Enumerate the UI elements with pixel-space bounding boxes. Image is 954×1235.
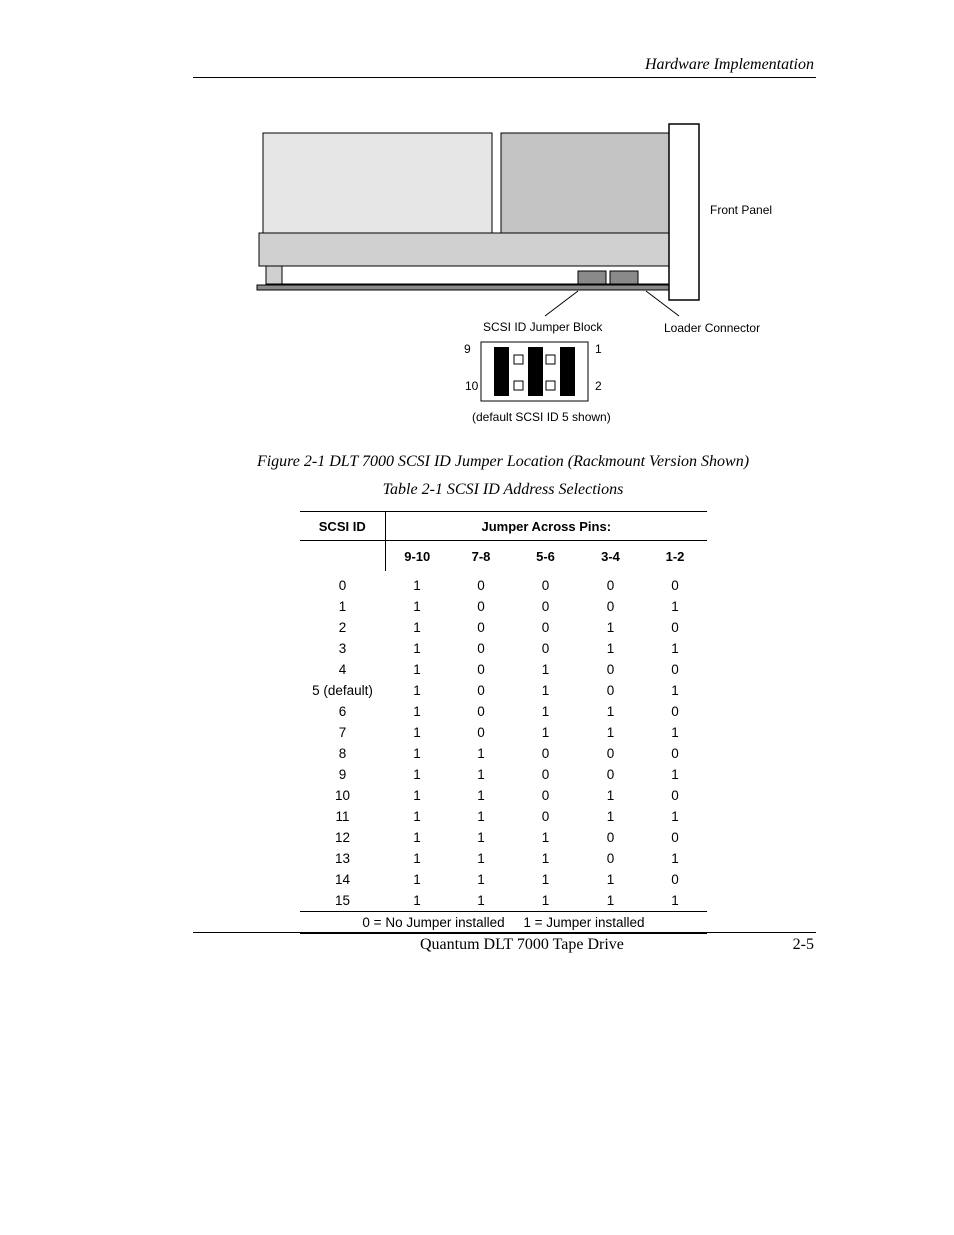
circuit-board (257, 285, 669, 290)
default-note: (default SCSI ID 5 shown) (472, 410, 611, 424)
table-row (300, 617, 707, 638)
jumper-cell: 0 (671, 704, 679, 719)
jumper-cell: 1 (671, 683, 679, 698)
pin-10-label: 10 (465, 379, 479, 393)
jumper-cell: 1 (477, 746, 485, 761)
scsi-id-cell: 2 (338, 620, 347, 635)
jumper-cell: 1 (413, 767, 421, 782)
jumper-cell: 0 (606, 578, 615, 593)
table-row (300, 659, 707, 680)
pin-1-label: 1 (595, 342, 602, 356)
table-row (300, 827, 707, 848)
table-row (300, 575, 707, 596)
table-row (300, 743, 707, 764)
table-legend: 0 = No Jumper installed 1 = Jumper installed (300, 912, 707, 934)
jumper-cell: 1 (413, 641, 421, 656)
jumper-cell: 1 (606, 725, 615, 740)
table-row (300, 638, 707, 659)
jumper-cell: 1 (606, 788, 615, 803)
jumper-cell: 0 (541, 599, 550, 614)
jumper-cell: 1 (541, 683, 550, 698)
scsi-id-cell: 13 (334, 851, 351, 866)
jumper-cell: 0 (477, 599, 485, 614)
jumper-cell: 1 (671, 851, 679, 866)
jumper-cell: 1 (413, 851, 421, 866)
jumper-cell: 1 (413, 578, 421, 593)
jumper-cell: 0 (477, 662, 485, 677)
jumper-cell: 1 (606, 641, 615, 656)
pin-header: 3-4 (601, 548, 620, 564)
jumper-cell: 1 (541, 830, 550, 845)
pin-2-label: 2 (595, 379, 602, 393)
jumper-cell: 1 (477, 767, 485, 782)
jumper-cell: 0 (477, 704, 485, 719)
jumper-cell: 0 (477, 620, 485, 635)
jumper-cell: 1 (413, 725, 421, 740)
jumper-9-10 (494, 347, 509, 396)
jumper-location-diagram (0, 0, 954, 440)
jumper-cell: 0 (606, 830, 615, 845)
jumper-cell: 0 (541, 746, 550, 761)
jumper-cell: 1 (413, 830, 421, 845)
table-row (300, 785, 707, 806)
jumper-cell: 0 (606, 599, 615, 614)
jumper-cell: 1 (413, 620, 421, 635)
pin-9-label: 9 (464, 342, 471, 356)
loader-connector (610, 271, 638, 284)
jumper-cell: 0 (671, 830, 679, 845)
jumper-cell: 0 (541, 578, 550, 593)
footer-rule (193, 932, 816, 933)
jumper-cell: 1 (413, 872, 421, 887)
jumper-cell: 1 (606, 620, 615, 635)
drive-module-left (263, 133, 492, 234)
scsi-id-header: SCSI ID (318, 518, 366, 534)
jumper-block-label: SCSI ID Jumper Block (483, 320, 603, 334)
scsi-id-table (300, 511, 707, 934)
jumper-cell: 1 (671, 599, 679, 614)
jumper-cell: 1 (413, 599, 421, 614)
table-legend-row (300, 912, 707, 934)
running-header: Hardware Implementation (644, 56, 814, 73)
jumper-cell: 0 (541, 620, 550, 635)
scsi-id-cell: 0 (338, 578, 347, 593)
drive-module-right (501, 133, 669, 234)
scsi-id-cell: 8 (338, 746, 347, 761)
table-row (300, 869, 707, 890)
table-row (300, 764, 707, 785)
jumper-cell: 1 (413, 893, 421, 908)
jumper-cell: 0 (606, 683, 615, 698)
jumper-cell: 1 (606, 893, 615, 908)
pin-header: 1-2 (665, 548, 685, 564)
jumper-cell: 0 (541, 767, 550, 782)
pin-header-row (300, 541, 707, 571)
jumper-cell: 1 (541, 662, 550, 677)
table-row (300, 701, 707, 722)
jumper-cell: 1 (606, 809, 615, 824)
jumper-cell: 0 (541, 641, 550, 656)
scsi-id-cell: 14 (334, 872, 351, 887)
table-row (300, 848, 707, 869)
jumper-cell: 1 (477, 788, 485, 803)
jumper-cell: 0 (671, 578, 679, 593)
jumper-cell: 0 (477, 683, 485, 698)
jumper-cell: 1 (606, 704, 615, 719)
jumper-cell: 0 (541, 788, 550, 803)
scsi-id-cell: 11 (335, 809, 350, 824)
scsi-id-cell: 1 (338, 599, 347, 614)
jumper-cell: 0 (477, 725, 485, 740)
jumper-cell: 1 (671, 809, 679, 824)
table-header-row (300, 512, 707, 541)
jumper-cell: 1 (541, 893, 550, 908)
pin-8 (514, 381, 523, 390)
jumper-cell: 1 (413, 809, 421, 824)
jumper-cell: 0 (606, 662, 615, 677)
jumper-cell: 1 (477, 893, 485, 908)
jumper-cell: 0 (606, 767, 615, 782)
scsi-id-cell: 15 (334, 893, 351, 908)
page-number: 2-5 (792, 936, 814, 953)
jumper-cell: 1 (541, 704, 550, 719)
jumper-cell: 0 (541, 809, 550, 824)
jumper-cell: 1 (413, 788, 421, 803)
pin-header: 9-10 (385, 541, 449, 571)
standoff (266, 266, 282, 284)
table-row (300, 722, 707, 743)
jumper-block-connector (578, 271, 606, 284)
table-caption: Table 2-1 SCSI ID Address Selections (382, 481, 624, 498)
jumper-cell: 1 (413, 683, 421, 698)
pin-header: 7-8 (471, 548, 491, 564)
scsi-id-cell: 3 (338, 641, 347, 656)
jumper-header: Jumper Across Pins: (385, 512, 707, 541)
scsi-id-cell: 12 (334, 830, 351, 845)
jumper-1-2 (560, 347, 575, 396)
jumper-cell: 0 (671, 788, 679, 803)
jumper-cell: 1 (413, 662, 421, 677)
scsi-id-cell: 4 (338, 662, 347, 677)
pin-4 (546, 381, 555, 390)
jumper-cell: 1 (671, 641, 679, 656)
jumper-cell: 1 (671, 725, 679, 740)
jumper-cell: 1 (477, 809, 485, 824)
front-panel-label: Front Panel (710, 203, 773, 217)
jumper-cell: 0 (477, 578, 485, 593)
jumper-cell: 1 (413, 746, 421, 761)
scsi-id-cell: 10 (334, 788, 351, 803)
jumper-cell: 1 (541, 725, 550, 740)
pin-header: 5-6 (536, 548, 555, 564)
jumper-cell: 1 (606, 872, 615, 887)
jumper-cell: 1 (413, 704, 421, 719)
scsi-id-cell: 5 (default) (312, 683, 373, 698)
jumper-cell: 1 (477, 872, 485, 887)
scsi-id-cell: 9 (338, 767, 347, 782)
jumper-cell: 1 (671, 893, 679, 908)
pin-7 (514, 355, 523, 364)
jumper-5-6 (528, 347, 543, 396)
footer-title: Quantum DLT 7000 Tape Drive (420, 936, 624, 953)
table-row (300, 596, 707, 617)
jumper-cell: 0 (606, 851, 615, 866)
jumper-cell: 0 (671, 620, 679, 635)
jumper-cell: 0 (671, 872, 679, 887)
scsi-id-cell: 7 (338, 725, 347, 740)
jumper-cell: 1 (671, 767, 679, 782)
jumper-cell: 1 (477, 851, 485, 866)
chassis-bar (259, 233, 669, 266)
figure-caption: Figure 2-1 DLT 7000 SCSI ID Jumper Location (Rackmount Version Shown) (256, 453, 750, 470)
jumper-cell: 1 (541, 851, 550, 866)
table-row (300, 806, 707, 827)
pin-3 (546, 355, 555, 364)
jumper-cell: 0 (671, 746, 679, 761)
jumper-cell: 0 (606, 746, 615, 761)
jumper-cell: 0 (477, 641, 485, 656)
table-row (300, 680, 707, 701)
table-row (300, 890, 707, 912)
loader-connector-label: Loader Connector (664, 321, 761, 335)
jumper-cell: 0 (671, 662, 679, 677)
front-panel (669, 124, 699, 300)
jumper-cell: 1 (477, 830, 485, 845)
jumper-cell: 1 (541, 872, 550, 887)
scsi-id-cell: 6 (338, 704, 347, 719)
